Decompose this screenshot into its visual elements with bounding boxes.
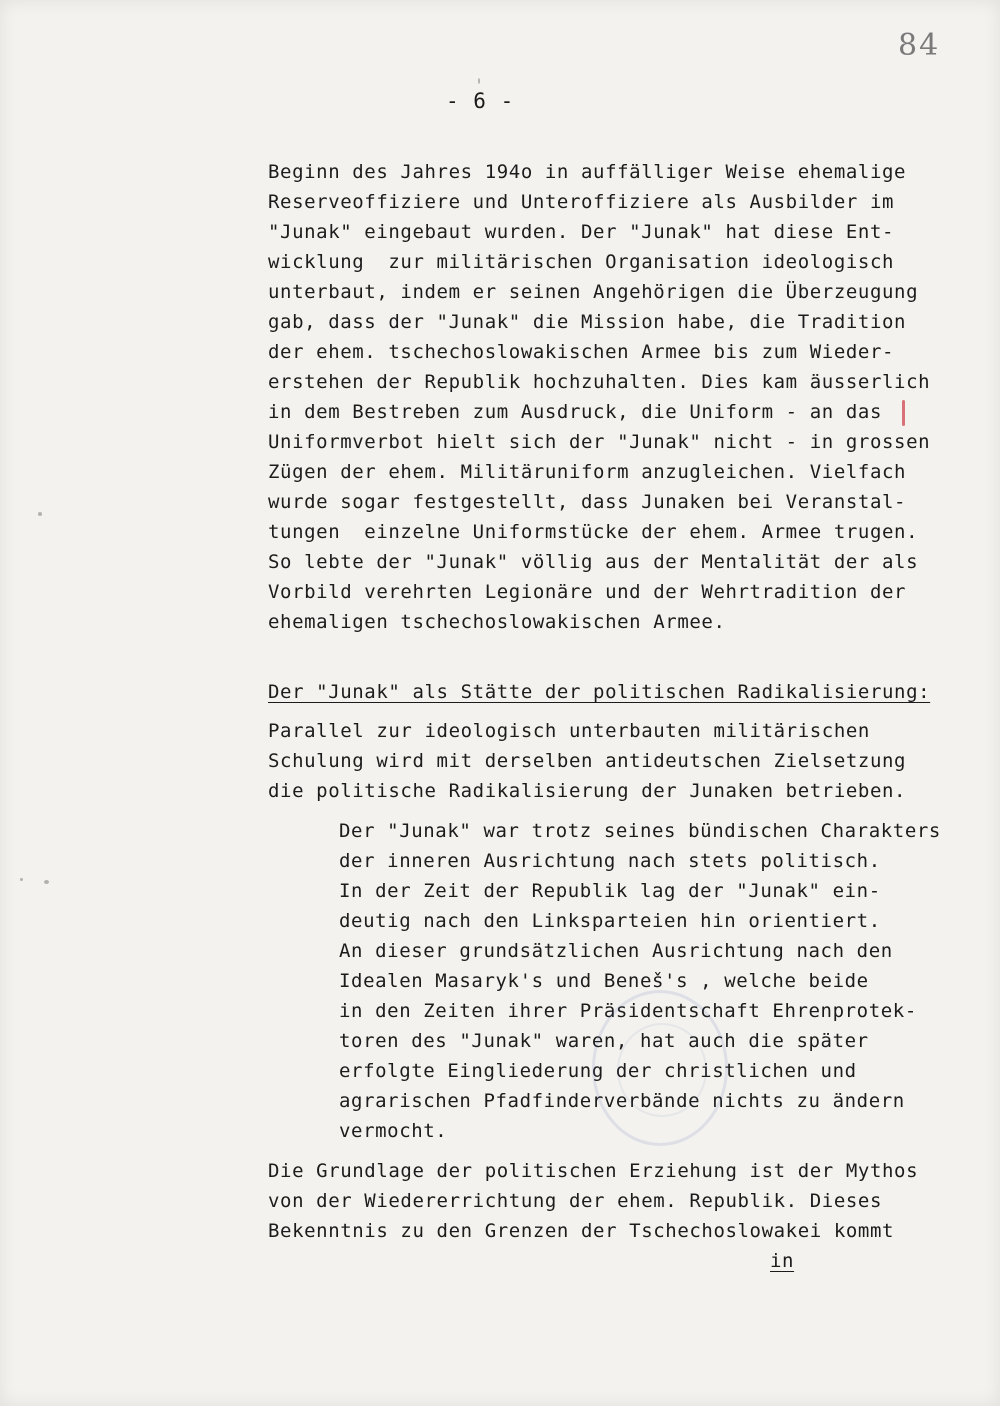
indented-block-line: Der "Junak" war trotz seines bündischen Charakters [339,820,941,842]
paragraph-1-line: Beginn des Jahres 194o in auffälliger Weise ehemalige [268,161,907,183]
paragraph-1-line: erstehen der Republik hochzuhalten. Dies kam äusserlich [268,371,931,393]
indented-block-line: vermocht. [339,1120,448,1142]
paragraph-1-line: wurde sogar festgestellt, dass Junaken bei Veranstal- [268,491,907,513]
paragraph-3-line: Die Grundlage der politischen Erziehung ist der Mythos [268,1160,919,1182]
paragraph-2-line: Schulung wird mit derselben antideutschen Zielsetzung [268,750,907,772]
faint-stamp [592,990,728,1146]
indented-block-line: der inneren Ausrichtung nach stets politisch. [339,850,881,872]
paragraph-1-line: in dem Bestreben zum Ausdruck, die Uniform - an das [268,401,882,423]
paragraph-1-line: "Junak" eingebaut wurden. Der "Junak" hat diese Ent- [268,221,895,243]
paragraph-1-line: wicklung zur militärischen Organisation ideologisch [268,251,895,273]
paragraph-1-line: Zügen der ehem. Militäruniform anzugleichen. Vielfach [268,461,907,483]
paper-speck [478,78,480,84]
indented-block-line: erfolgte Eingliederung der christlichen und [339,1060,857,1082]
catchword: in [770,1250,795,1272]
paragraph-3-line: von der Wiedererrichtung der ehem. Republik. Dieses [268,1190,882,1212]
paragraph-1-line: Vorbild verehrten Legionäre und der Wehrtradition der [268,581,907,603]
paper-speck [38,512,42,516]
paragraph-1-line: Uniformverbot hielt sich der "Junak" nicht - in grossen [268,431,931,453]
page-number: - 6 - [446,89,515,113]
section-heading: Der "Junak" als Stätte der politischen Radikalisierung: [268,681,931,703]
paragraph-1-line: Reserveoffiziere und Unteroffiziere als Ausbilder im [268,191,895,213]
faint-stamp-inner-ring [617,1023,707,1117]
paragraph-2-line: die politische Radikalisierung der Junaken betrieben. [268,780,907,802]
paragraph-1-line: der ehem. tschechoslowakischen Armee bis zum Wieder- [268,341,895,363]
paragraph-1-line: tungen einzelne Uniformstücke der ehem. Armee trugen. [268,521,919,543]
paper-speck [44,880,49,884]
paper-speck [20,878,23,881]
red-pencil-mark [902,400,905,426]
paragraph-1-line: gab, dass der "Junak" die Mission habe, die Tradition [268,311,907,333]
paragraph-3-line: Bekenntnis zu den Grenzen der Tschechoslowakei kommt [268,1220,895,1242]
indented-block-line: agrarischen Pfadfinderverbände nichts zu ändern [339,1090,905,1112]
indented-block-line: toren des "Junak" waren, hat auch die später [339,1030,869,1052]
indented-block-line: In der Zeit der Republik lag der "Junak" ein- [339,880,881,902]
paragraph-1-line: ehemaligen tschechoslowakischen Armee. [268,611,726,633]
indented-block-line: An dieser grundsätzlichen Ausrichtung nach den [339,940,893,962]
indented-block-line: deutig nach den Linksparteien hin orientiert. [339,910,881,932]
paragraph-2-line: Parallel zur ideologisch unterbauten militärischen [268,720,870,742]
folio-number: 84 [898,28,941,63]
paragraph-1-line: unterbaut, indem er seinen Angehörigen die Überzeugung [268,281,919,303]
paragraph-1-line: So lebte der "Junak" völlig aus der Mentalität der als [268,551,919,573]
indented-block-line: Idealen Masaryk's und Beneš's , welche beide [339,970,869,992]
indented-block-line: in den Zeiten ihrer Präsidentschaft Ehrenprotek- [339,1000,917,1022]
